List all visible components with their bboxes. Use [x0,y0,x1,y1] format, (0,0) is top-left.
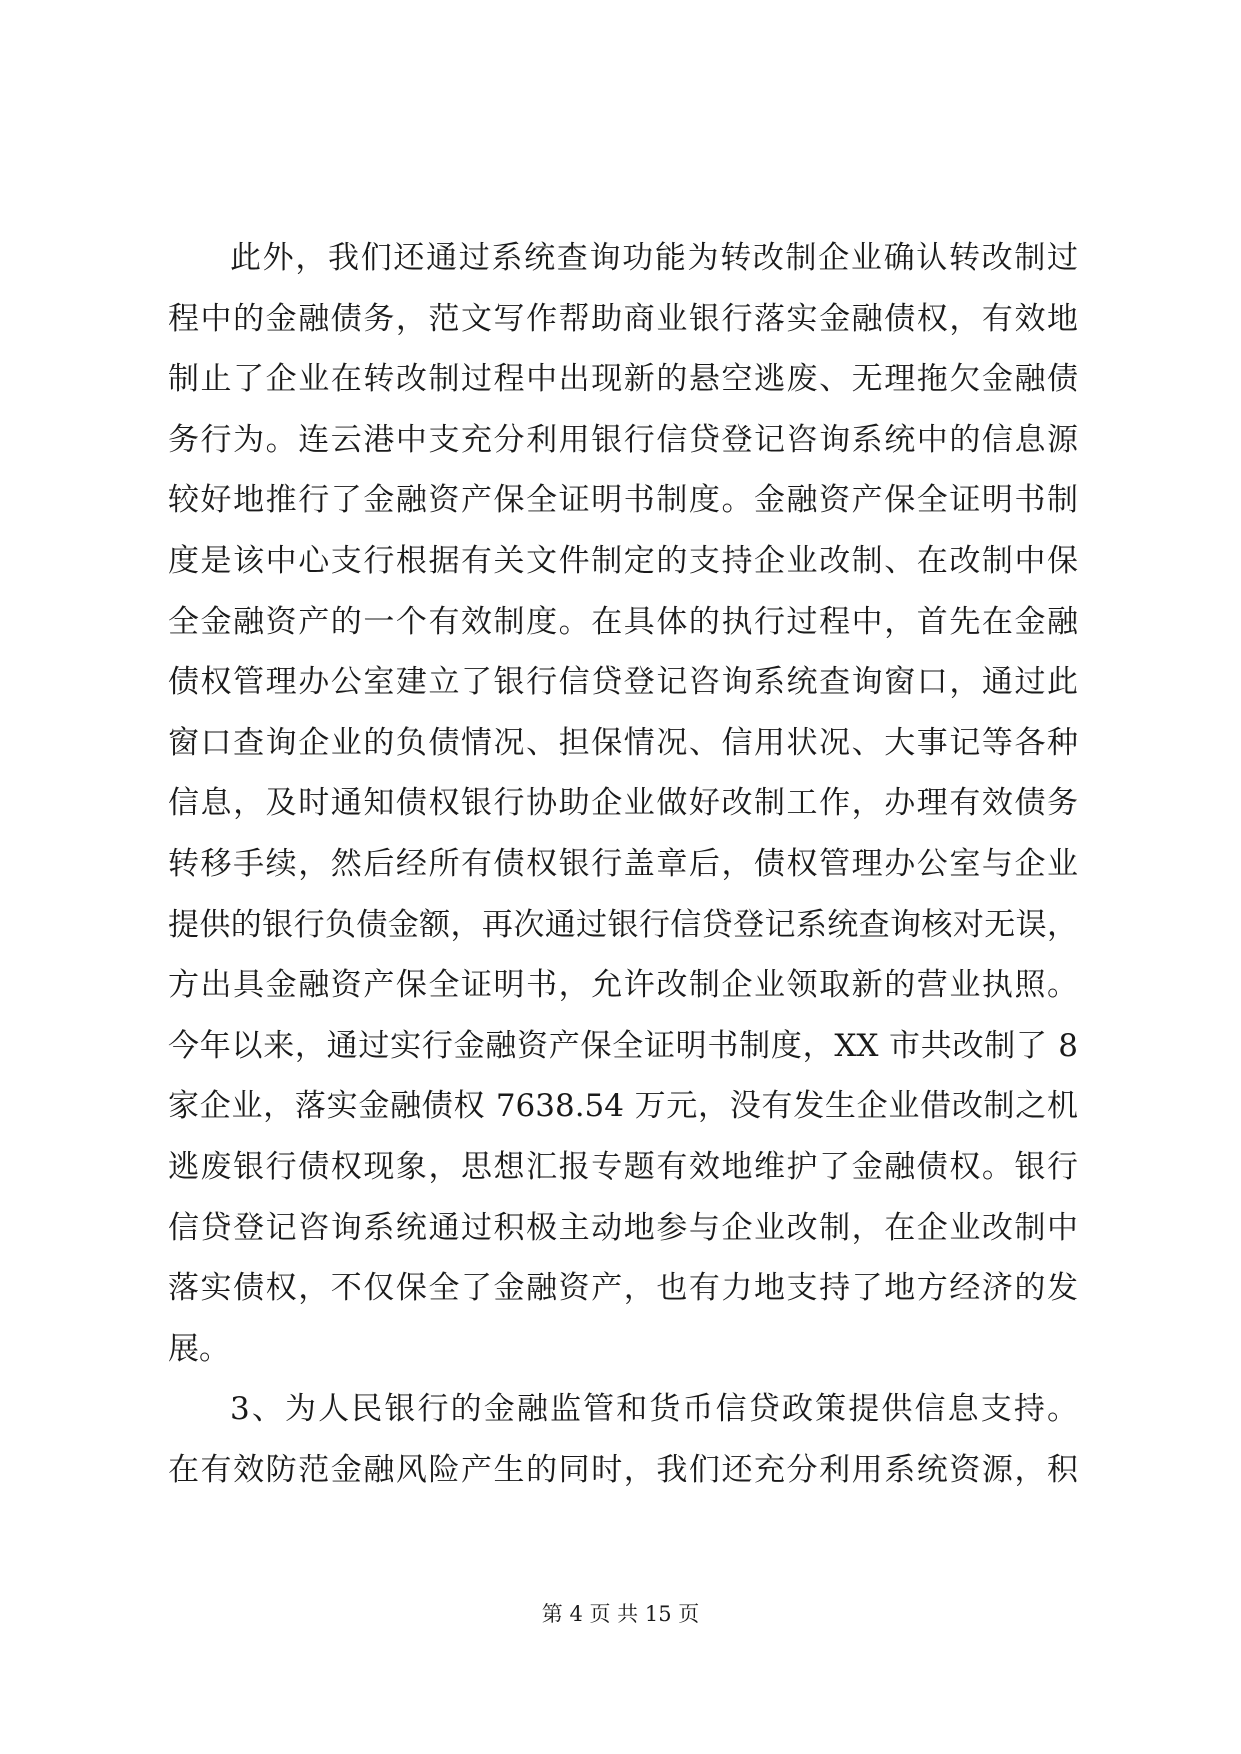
document-body [168,228,1078,1500]
paragraph-line: 方出具金融资产保全证明书，允许改制企业领取新的营业执照。 [168,967,1078,1004]
paragraph-line: 落实债权，不仅保全了金融资产，也有力地支持了地方经济的发 [168,1270,1078,1307]
paragraph-line: 度是该中心支行根据有关文件制定的支持企业改制、在改制中保 [168,542,1078,579]
paragraph-line: 3、为人民银行的金融监管和货币信贷政策提供信息支持。 [230,1391,1078,1428]
paragraph-line: 信贷登记咨询系统通过积极主动地参与企业改制，在企业改制中 [168,1209,1078,1246]
paragraph-line: 展。 [168,1330,230,1367]
paragraph-line: 债权管理办公室建立了银行信贷登记咨询系统查询窗口，通过此 [168,664,1078,701]
page-number-footer: 第 4 页 共 15 页 [541,1602,700,1626]
paragraph-line: 制止了企业在转改制过程中出现新的悬空逃废、无理拖欠金融债 [168,361,1078,398]
paragraph-line: 全金融资产的一个有效制度。在具体的执行过程中，首先在金融 [168,603,1078,640]
paragraph-line: 窗口查询企业的负债情况、担保情况、信用状况、大事记等各种 [168,724,1078,761]
paragraph-line: 务行为。连云港中支充分利用银行信贷登记咨询系统中的信息源 [168,421,1078,458]
paragraph-line: 此外，我们还通过系统查询功能为转改制企业确认转改制过 [230,240,1078,276]
paragraph-line: 程中的金融债务，范文写作帮助商业银行落实金融债权，有效地 [168,300,1078,337]
paragraph-line: 较好地推行了金融资产保全证明书制度。金融资产保全证明书制 [168,482,1078,519]
paragraph-line: 提供的银行负债金额，再次通过银行信贷登记系统查询核对无误， [168,906,1078,943]
paragraph-line: 在有效防范金融风险产生的同时，我们还充分利用系统资源，积 [168,1451,1078,1488]
paragraph-line: 转移手续，然后经所有债权银行盖章后，债权管理办公室与企业 [168,845,1078,882]
paragraph-line: 家企业，落实金融债权 7638.54 万元，没有发生企业借改制之机 [168,1088,1078,1125]
paragraph-line: 信息，及时通知债权银行协助企业做好改制工作，办理有效债务 [168,785,1078,822]
paragraph-line: 逃废银行债权现象，思想汇报专题有效地维护了金融债权。银行 [168,1148,1078,1185]
paragraph-line: 今年以来，通过实行金融资产保全证明书制度，XX 市共改制了 8 [168,1027,1078,1064]
